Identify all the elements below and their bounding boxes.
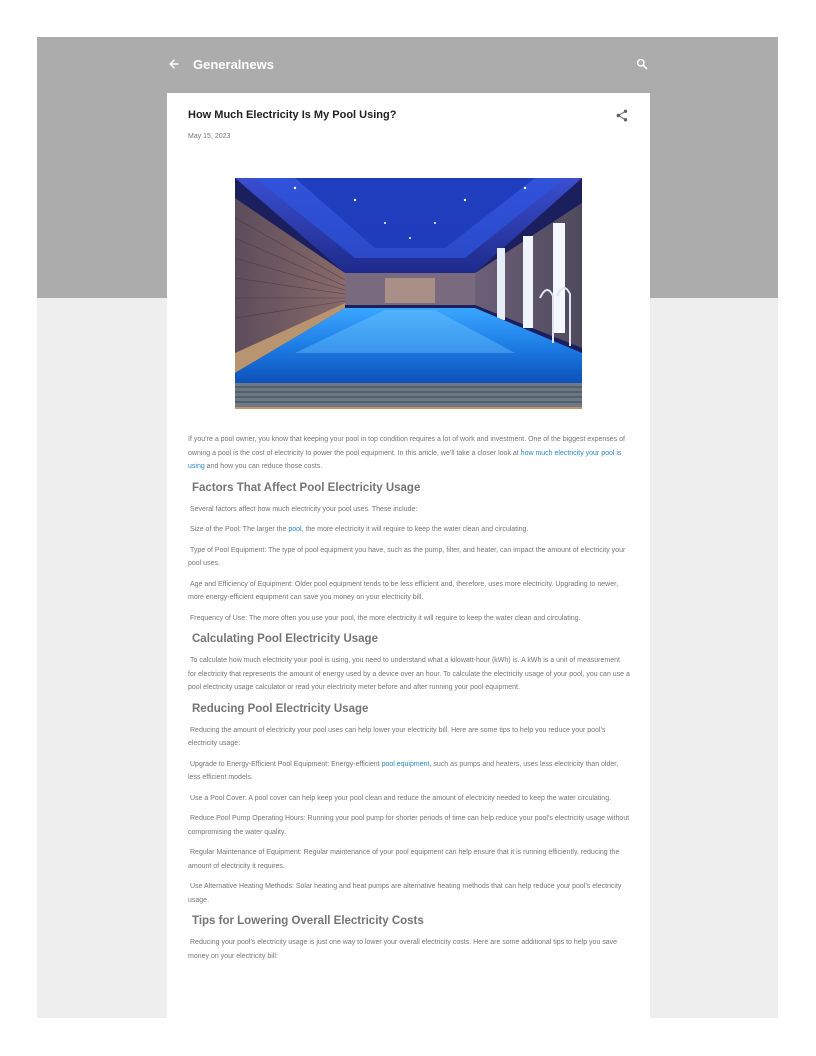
search-icon[interactable] (635, 57, 649, 71)
post-title: How Much Electricity Is My Pool Using? (188, 109, 397, 121)
share-icon[interactable] (616, 109, 628, 122)
factors-paragraph-2 (188, 523, 630, 537)
indoor-swimming-pool-photo[interactable] (235, 178, 582, 409)
pool-link[interactable]: pool (288, 526, 302, 533)
top-bar (167, 53, 650, 75)
reducing-p2-text: Upgrade to Energy-Efficient Pool Equipment: Energy-efficient (190, 760, 382, 768)
factors-paragraph-3: Type of Pool Equipment: The type of pool equipment you have, such as the pump, filter, and heater, can impact the amount of electricity your pool uses. (188, 546, 626, 567)
reducing-paragraph-6: Use Alternative Heating Methods: Solar heating and heat pumps are alternative heating methods that can help reduce your pool’s electricity usage. (188, 883, 622, 904)
post-date: May 15, 2023 (188, 133, 231, 140)
factors-paragraph-5: Frequency of Use: The more often you use your pool, the more electricity it will require to keep the water clean and circulating. (190, 614, 581, 622)
pool-equipment-link[interactable]: pool equipment (381, 760, 430, 768)
reducing-paragraph-4: Reduce Pool Pump Operating Hours: Running your pool pump for shorter periods of time can help reduce your pool’s electricity usage without compromising the water quality. (188, 815, 630, 836)
reducing-paragraph-1: Reducing the amount of electricity your pool uses can help lower your electricity bill. Here are some tips to help you reduce your pool’s electricity usage: (188, 726, 606, 747)
heading-factors: Factors That Affect Pool Electricity Usage (192, 481, 421, 494)
intro-paragraph (188, 433, 630, 474)
post-body (188, 433, 630, 970)
top-bar-left (167, 57, 274, 72)
arrow-left-icon[interactable] (167, 57, 181, 71)
electricity-usage-link[interactable]: how much electricity your pool is using (188, 449, 622, 470)
reducing-paragraph-3: Use a Pool Cover: A pool cover can help keep your pool clean and reduce the amount of electricity needed to keep the water circulating. (190, 794, 612, 802)
reducing-paragraph-5: Regular Maintenance of Equipment: Regular maintenance of your pool equipment can help ensure that it is running efficiently, reducing the amount of electricity it requires. (188, 849, 620, 870)
post-card (167, 93, 650, 1018)
page-frame (37, 37, 778, 1018)
tips-paragraph-1: Reducing your pool’s electricity usage is just one way to lower your overall electricity costs. Here are some additional tips to help you save money on your electricity bill: (188, 939, 618, 960)
site-title[interactable]: Generalnews (193, 56, 274, 72)
factors-p2-text: Size of the Pool: The larger the (190, 526, 289, 533)
factors-p2-text-end: , the more electricity it will require to keep the water clean and circulating. (301, 526, 529, 533)
intro-text: If you’re a pool owner, you know that keeping your pool in top condition requires a lot of work and investment. One of the biggest expenses of owning a pool is the cost of electricity to power the pool equipment. In this article, we’ll take a closer look at (188, 436, 625, 457)
intro-text-end: and how you can reduce those costs. (204, 463, 323, 470)
heading-calculating: Calculating Pool Electricity Usage (192, 633, 378, 645)
factors-paragraph-1: Several factors affect how much electricity your pool uses. These include: (190, 505, 418, 513)
heading-reducing: Reducing Pool Electricity Usage (192, 702, 369, 715)
reducing-p2-text-end: , such as pumps and heaters, uses less electricity than older, less efficient models. (188, 760, 619, 781)
factors-paragraph-4: Age and Efficiency of Equipment: Older pool equipment tends to be less efficient and, therefore, uses more electricity. Upgrading to newer, more energy-efficient equipment can save you money on your electricity bill. (188, 580, 619, 601)
reducing-paragraph-2 (188, 758, 630, 785)
calculating-paragraph-1: To calculate how much electricity your pool is using, you need to understand what a kilowatt-hour (kWh) is. A kWh is a unit of measurement for electricity that represents the amount of energy used by a device over an hour. To calculate the electricity usage of your pool, you can use a pool electricity usage calculator or read your electricity meter before and after running your pool equipment. (188, 657, 630, 691)
heading-tips: Tips for Lowering Overall Electricity Costs (192, 915, 424, 927)
